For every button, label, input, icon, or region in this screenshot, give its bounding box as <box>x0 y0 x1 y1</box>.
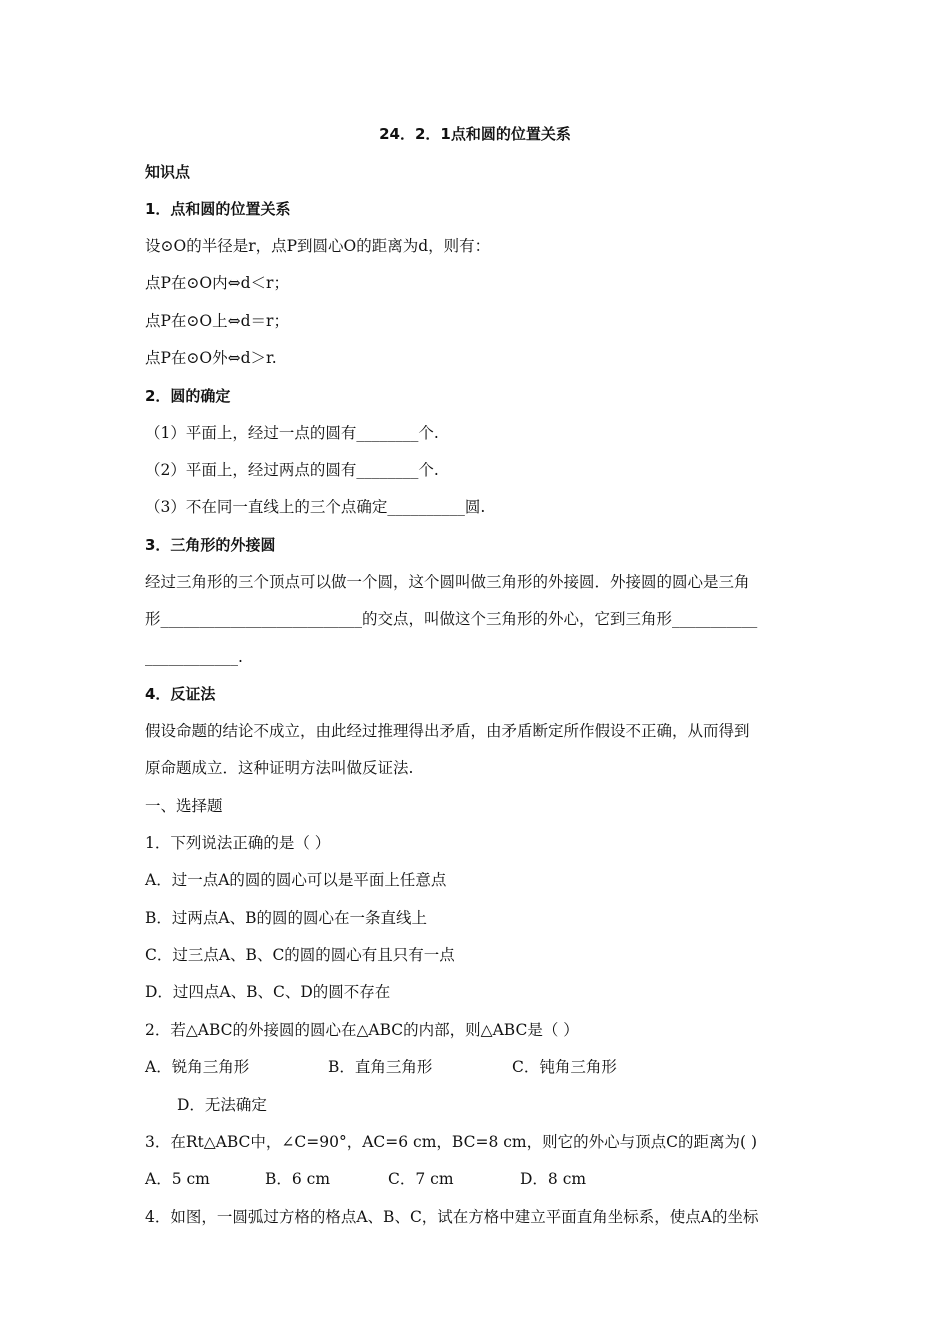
question-3-option-c: C．7 cm <box>388 1170 454 1188</box>
section3-heading: 3．三角形的外接圆 <box>145 536 276 554</box>
section1-intro: 设⊙O的半径是r，点P到圆心O的距离为d，则有： <box>145 237 491 255</box>
question-2-option-c: C．钝角三角形 <box>512 1058 617 1076</box>
section2-item: （2）平面上，经过两点的圆有________个. <box>145 461 439 479</box>
question-3-option-d: D．8 cm <box>520 1170 587 1188</box>
section3-line: 形__________________________的交点，叫做这个三角形的外心，它到三角形___________ <box>145 610 758 628</box>
question-4-stem: 4．如图，一圆弧过方格的格点A、B、C，试在方格中建立平面直角坐标系，使点A的坐标 <box>145 1208 759 1226</box>
section4-line: 假设命题的结论不成立，由此经过推理得出矛盾，由矛盾断定所作假设不正确，从而得到 <box>145 722 750 740</box>
section2-item: （3）不在同一直线上的三个点确定__________圆. <box>145 498 486 516</box>
question-3-option-a: A．5 cm <box>145 1170 210 1188</box>
question-2-option-b: B．直角三角形 <box>328 1058 433 1076</box>
question-1-option-b: B．过两点A、B的圆的圆心在一条直线上 <box>145 909 427 927</box>
knowledge-heading: 知识点 <box>145 163 191 181</box>
section2-heading: 2．圆的确定 <box>145 387 231 405</box>
section2-item: （1）平面上，经过一点的圆有________个. <box>145 424 439 442</box>
part-heading: 一、选择题 <box>145 797 223 815</box>
section1-heading: 1．点和圆的位置关系 <box>145 200 291 218</box>
page-title: 24．2．1点和圆的位置关系 <box>379 125 571 143</box>
section4-heading: 4．反证法 <box>145 685 216 703</box>
question-2-stem: 2．若△ABC的外接圆的圆心在△ABC的内部，则△ABC是（ ） <box>145 1021 579 1039</box>
question-3-option-b: B．6 cm <box>265 1170 331 1188</box>
question-1-option-a: A．过一点A的圆的圆心可以是平面上任意点 <box>145 871 447 889</box>
question-2-option-d: D．无法确定 <box>177 1096 267 1114</box>
section1-line: 点P在⊙O上⇔d＝r； <box>145 312 289 330</box>
question-2-option-a: A．锐角三角形 <box>145 1058 250 1076</box>
section3-line: 经过三角形的三个顶点可以做一个圆，这个圆叫做三角形的外接圆．外接圆的圆心是三角 <box>145 573 750 591</box>
question-3-stem: 3．在Rt△ABC中，∠C=90°，AC=6 cm，BC=8 cm，则它的外心与顶点C的距离为( ) <box>145 1133 758 1151</box>
section3-line: ____________. <box>145 648 243 666</box>
question-1-stem: 1．下列说法正确的是（ ） <box>145 834 331 852</box>
question-1-option-c: C．过三点A、B、C的圆的圆心有且只有一点 <box>145 946 455 964</box>
section1-line: 点P在⊙O外⇔d＞r. <box>145 349 277 367</box>
section4-line: 原命题成立．这种证明方法叫做反证法. <box>145 759 414 777</box>
question-1-option-d: D．过四点A、B、C、D的圆不存在 <box>145 983 391 1001</box>
section1-line: 点P在⊙O内⇔d＜r； <box>145 274 289 292</box>
